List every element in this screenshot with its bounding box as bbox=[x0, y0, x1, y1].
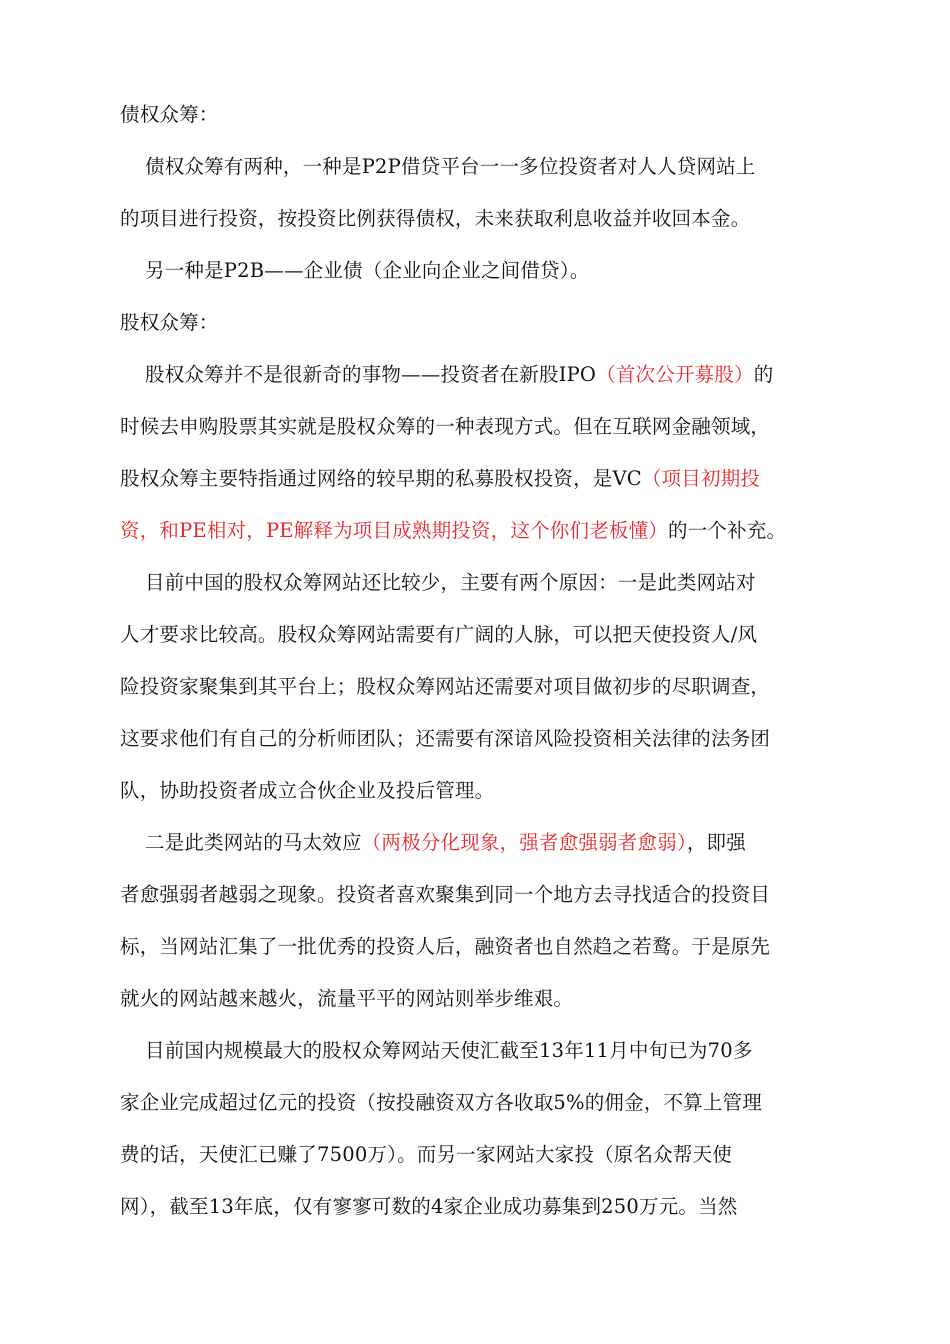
highlight-note: （两极分化现象，强者愈强弱者愈弱） bbox=[361, 831, 687, 854]
paragraph-line bbox=[120, 726, 770, 752]
text-segment: 的 bbox=[753, 363, 774, 386]
paragraph-line bbox=[120, 518, 786, 544]
text-segment: 时候去申购股票其实就是股权众筹的一种表现方式。但在互联网金融领域， bbox=[120, 415, 771, 438]
text-segment: 队，协助投资者成立合伙企业及投后管理。 bbox=[120, 779, 495, 802]
paragraph-line bbox=[145, 258, 589, 284]
text-segment: 另一种是P2B——企业债（企业向企业之间借贷）。 bbox=[145, 259, 590, 282]
paragraph-line bbox=[145, 362, 773, 388]
text-segment: 债权众筹： bbox=[120, 103, 219, 126]
text-segment: 债权众筹有两种，一种是P2P借贷平台一一多位投资者对人人贷网站上 bbox=[145, 155, 756, 178]
paragraph-line bbox=[120, 1142, 732, 1168]
paragraph-line bbox=[120, 934, 770, 960]
text-segment: 二是此类网站的马太效应 bbox=[145, 831, 362, 854]
paragraph-line bbox=[120, 466, 760, 492]
text-segment: 费的话，天使汇已赚了7500万）。而另一家网站大家投（原名众帮天使 bbox=[120, 1143, 732, 1166]
paragraph-line bbox=[145, 1038, 753, 1064]
text-segment: 的项目进行投资，按投资比例获得债权，未来获取利息收益并收回本金。 bbox=[120, 207, 751, 230]
text-segment: 股权众筹主要特指通过网络的较早期的私募股权投资，是VC bbox=[120, 467, 642, 490]
paragraph-line bbox=[120, 1194, 738, 1220]
paragraph-line bbox=[120, 674, 770, 700]
heading-equity-crowdfunding bbox=[120, 310, 219, 336]
paragraph-line bbox=[120, 986, 573, 1012]
highlight-note: 资，和PE相对，PE解释为项目成熟期投资，这个你们老板懂） bbox=[120, 519, 669, 542]
text-segment: 目前国内规模最大的股权众筹网站天使汇截至13年11月中旬已为70多 bbox=[145, 1039, 753, 1062]
heading-debt-crowdfunding bbox=[120, 102, 219, 128]
text-segment: 网），截至13年底，仅有寥寥可数的4家企业成功募集到250万元。当然 bbox=[120, 1195, 738, 1218]
text-segment: 这要求他们有自己的分析师团队；还需要有深谙风险投资相关法律的法务团 bbox=[120, 727, 771, 750]
text-segment: ，即强 bbox=[686, 831, 746, 854]
text-segment: 人才要求比较高。股权众筹网站需要有广阔的人脉，可以把天使投资人/风 bbox=[120, 623, 758, 646]
paragraph-line bbox=[120, 1090, 762, 1116]
text-segment: 者愈强弱者越弱之现象。投资者喜欢聚集到同一个地方去寻找适合的投资目 bbox=[120, 883, 771, 906]
paragraph-line bbox=[145, 830, 746, 856]
paragraph-line bbox=[145, 570, 756, 596]
text-segment: 股权众筹并不是很新奇的事物——投资者在新股IPO bbox=[145, 363, 597, 386]
text-segment: 就火的网站越来越火，流量平平的网站则举步维艰。 bbox=[120, 987, 574, 1010]
text-segment: 标，当网站汇集了一批优秀的投资人后，融资者也自然趋之若鹜。于是原先 bbox=[120, 935, 771, 958]
paragraph-line bbox=[120, 206, 750, 232]
text-segment: 险投资家聚集到其平台上；股权众筹网站还需要对项目做初步的尽职调查， bbox=[120, 675, 771, 698]
paragraph-line bbox=[120, 882, 770, 908]
text-segment: 家企业完成超过亿元的投资（按投融资双方各收取5%的佣金，不算上管理 bbox=[120, 1091, 763, 1114]
paragraph-line bbox=[120, 778, 494, 804]
highlight-note: （项目初期投 bbox=[641, 467, 761, 490]
text-segment: 股权众筹： bbox=[120, 311, 219, 334]
paragraph-line bbox=[120, 414, 770, 440]
text-segment: 的一个补充。 bbox=[668, 519, 787, 542]
paragraph-line bbox=[120, 622, 757, 648]
highlight-note: （首次公开募股） bbox=[596, 363, 754, 386]
paragraph-line bbox=[145, 154, 756, 180]
text-segment: 目前中国的股权众筹网站还比较少，主要有两个原因：一是此类网站对 bbox=[145, 571, 756, 594]
